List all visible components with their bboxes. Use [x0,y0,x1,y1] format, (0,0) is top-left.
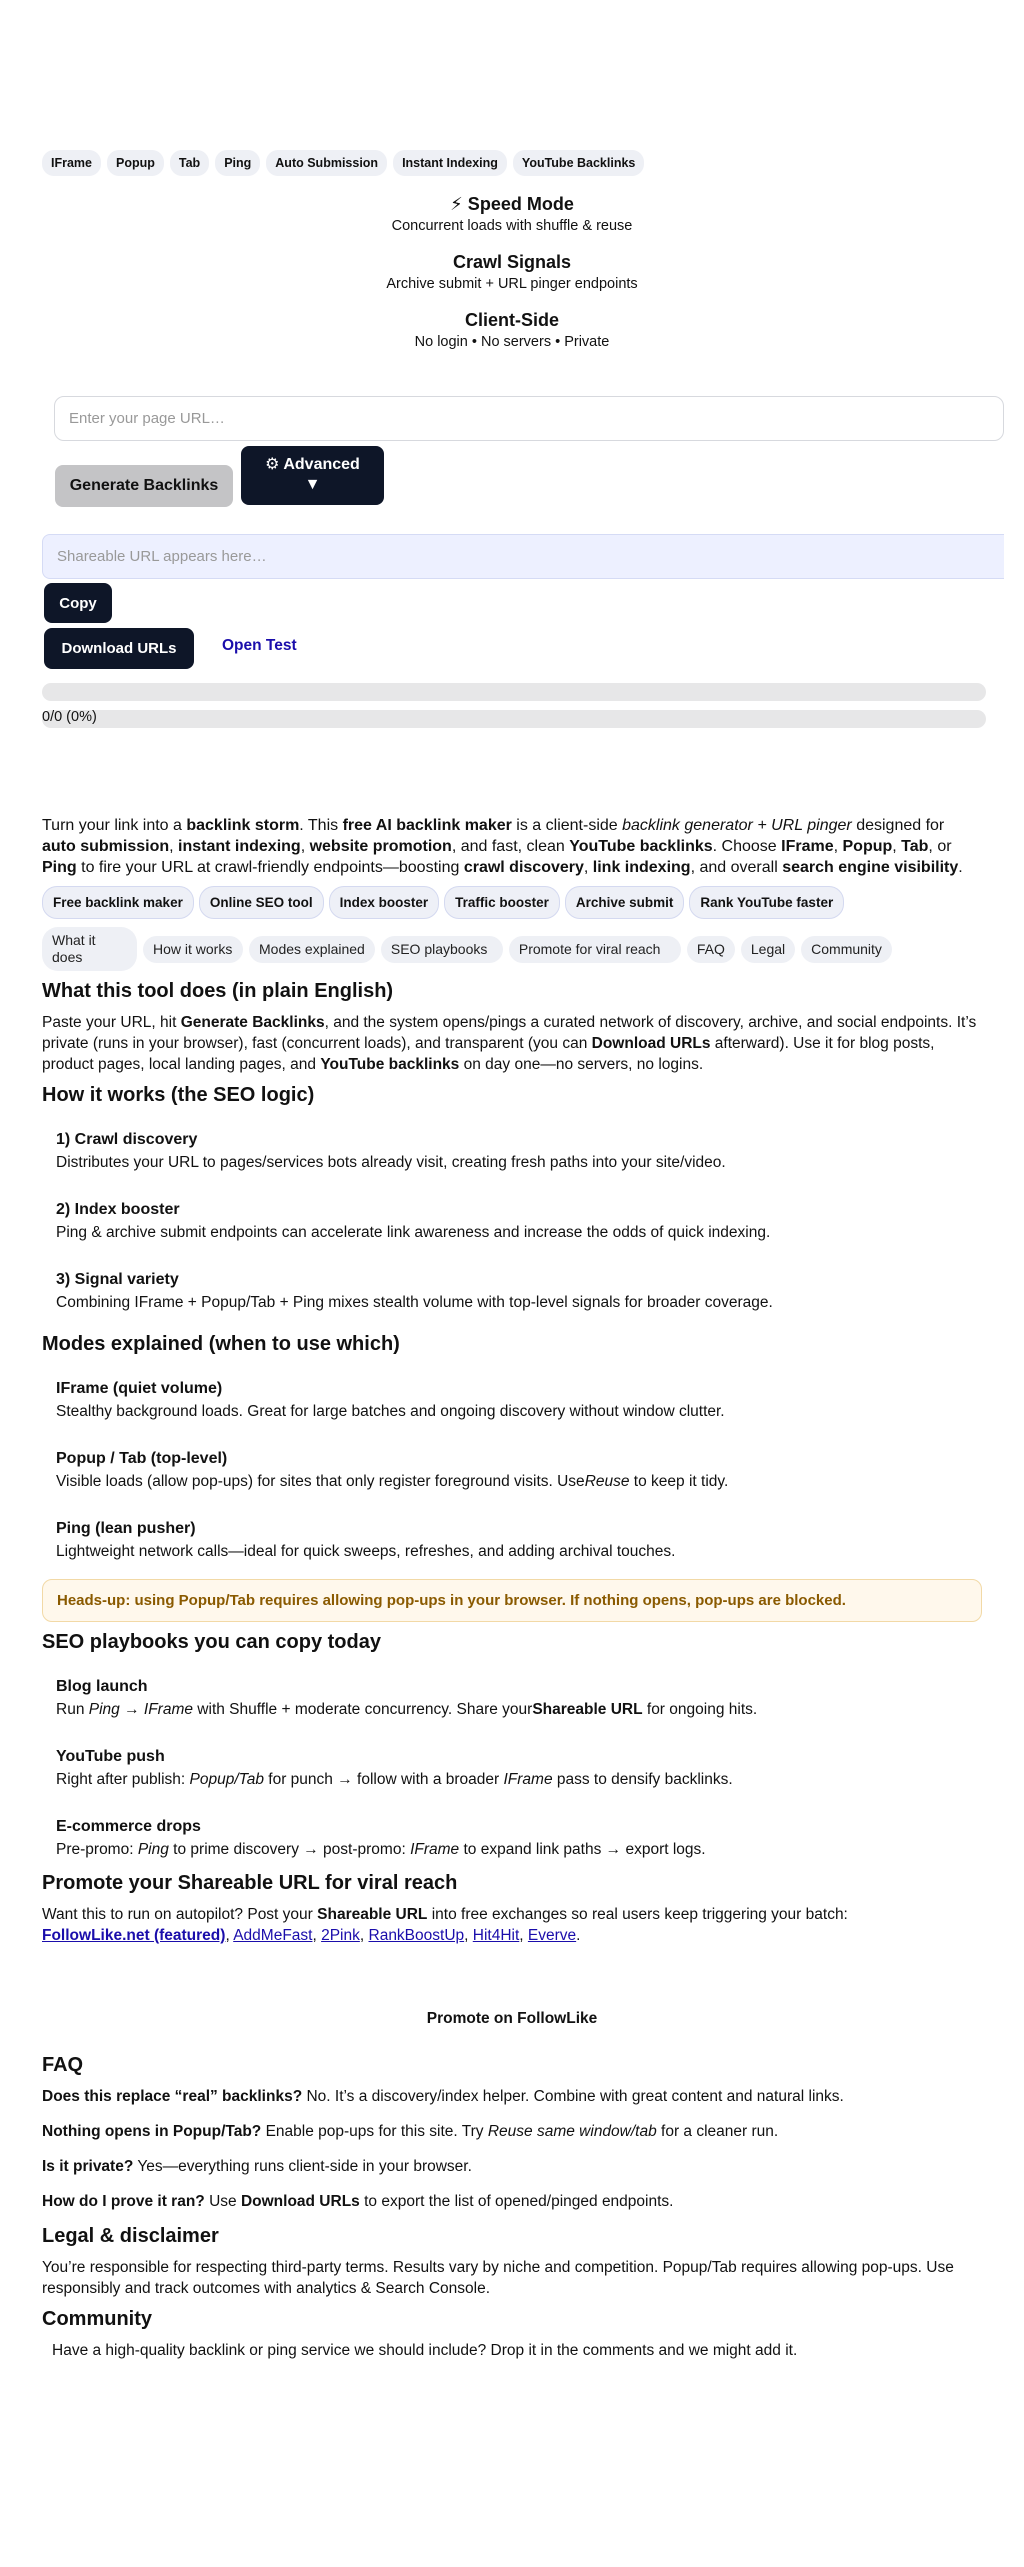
progress-bar [42,683,986,701]
step-title: 3) Signal variety [56,1271,179,1288]
faq-item: Nothing opens in Popup/Tab? Enable pop-ups for this site. Try Reuse same window/tab for a cleaner run. [42,2123,779,2140]
faq-section [42,2055,982,2212]
tab-seo-playbooks[interactable]: SEO playbooks [381,936,503,963]
keyword-chips [42,886,982,919]
feature-title: Crawl Signals [452,252,572,272]
link-hit4hit[interactable]: Hit4Hit [472,1927,520,1944]
step-title: 1) Crawl discovery [56,1131,198,1148]
playbook-desc: Pre-promo: Ping to prime discovery → post-promo: IFrame to expand link paths → export logs. [56,1841,706,1858]
link-addmefast[interactable]: AddMeFast [233,1927,313,1944]
mode-popup [56,1435,982,1505]
keyword-chip: Rank YouTube faster [689,886,844,919]
tab-legal[interactable]: Legal [741,936,795,963]
feature-desc: No login • No servers • Private [414,334,610,350]
advanced-label: ⚙ Advanced [265,456,360,473]
chevron-down-icon: ▼ [304,476,321,493]
tab-modes-explained[interactable]: Modes explained [249,936,375,963]
feature-title: Client-Side [464,310,559,330]
section-nav [42,927,982,971]
how-heading: How it works (the SEO logic) [42,1084,315,1106]
mode-iframe [56,1365,982,1435]
keyword-chip: Archive submit [565,886,685,919]
feature-desc: Concurrent loads with shuffle & reuse [391,218,633,234]
download-urls-button[interactable]: Download URLs [44,628,194,669]
legal-heading: Legal & disclaimer [42,2225,219,2247]
copy-button[interactable]: Copy [44,583,112,623]
progress-text: 0/0 (0%) [42,709,97,725]
faq-item: Does this replace “real” backlinks? No. It’s a discovery/index helper. Combine with great content and natural links. [42,2088,844,2105]
link-rankboostup[interactable]: RankBoostUp [368,1927,465,1944]
tab-community[interactable]: Community [801,936,892,963]
legal-paragraph: You’re responsible for respecting third-party terms. Results vary by niche and competition. Popup/Tab requires allowing pop-ups. Use responsibly and track outcomes with analytics & Search Console. [42,2259,954,2297]
step-desc: Combining IFrame + Popup/Tab + Ping mixes stealth volume with top-level signals for broader coverage. [56,1294,773,1311]
mode-chip[interactable]: Popup [107,150,164,176]
tab-what-it-does[interactable]: What it does [42,927,137,971]
playbook-title: E-commerce drops [56,1818,201,1835]
keyword-chip: Traffic booster [444,886,560,919]
mode-chip[interactable]: Instant Indexing [393,150,507,176]
playbook-youtube [56,1733,982,1803]
mode-chip[interactable]: Auto Submission [266,150,387,176]
keyword-chip: Online SEO tool [199,886,324,919]
promote-followlike-button[interactable]: Promote on FollowLike [426,2010,598,2027]
step-desc: Distributes your URL to pages/services bots already visit, creating fresh paths into your site/video. [56,1154,726,1171]
mode-title: Ping (lean pusher) [56,1520,196,1537]
feature-title: ⚡ Speed Mode [450,194,574,214]
feature-list [42,192,982,366]
faq-item: Is it private? Yes—everything runs client-side in your browser. [42,2158,472,2175]
faq-heading: FAQ [42,2054,84,2076]
playbooks-heading: SEO playbooks you can copy today [42,1631,381,1653]
playbook-blog [56,1663,982,1733]
mode-ping [56,1505,982,1575]
mode-desc: Stealthy background loads. Great for large batches and ongoing discovery without window clutter. [56,1403,725,1420]
how-step [56,1116,982,1186]
mode-chip[interactable]: Ping [215,150,260,176]
step-title: 2) Index booster [56,1201,180,1218]
modes-heading: Modes explained (when to use which) [42,1333,400,1355]
playbook-desc: Run Ping → IFrame with Shuffle + moderate concurrency. Share yourShareable URL for ongoing hits. [56,1701,758,1718]
tab-how-it-works[interactable]: How it works [143,936,243,963]
tab-promote[interactable]: Promote for viral reach [509,936,681,963]
community-paragraph: Have a high-quality backlink or ping service we should include? Drop it in the comments and we might add it. [52,2342,798,2359]
mode-title: IFrame (quiet volume) [56,1380,223,1397]
feature-client [42,308,982,352]
playbook-desc: Right after publish: Popup/Tab for punch → follow with a broader IFrame pass to densify backlinks. [56,1771,733,1788]
popup-warning: Heads-up: using Popup/Tab requires allowing pop-ups in your browser. If nothing opens, pop-ups are blocked. [42,1579,982,1622]
main-content [42,815,982,2371]
url-input[interactable]: Enter your page URL… [54,396,1004,441]
what-heading: What this tool does (in plain English) [42,980,394,1002]
what-paragraph: Paste your URL, hit Generate Backlinks, and the system opens/pings a curated network of discovery, archive, and social endpoints. It’s private (runs in your browser), fast (concurrent loads), and transparent (you can Download URLs afterward). Use it for blog posts, product pages, local landing pages, and YouTube backlinks on day one—no servers, no logins. [42,1014,977,1073]
link-2pink[interactable]: 2Pink [321,1927,360,1944]
open-test-link[interactable]: Open Test [222,637,297,654]
tab-faq[interactable]: FAQ [687,936,735,963]
mode-desc: Visible loads (allow pop-ups) for sites that only register foreground visits. UseReuse to keep it tidy. [56,1473,729,1490]
faq-item: How do I prove it ran? Use Download URLs to export the list of opened/pinged endpoints. [42,2193,674,2210]
keyword-chip: Index booster [329,886,440,919]
playbook-title: YouTube push [56,1748,165,1765]
feature-speed [42,192,982,236]
promote-heading: Promote your Shareable URL for viral reach [42,1872,458,1894]
promote-paragraph: Want this to run on autopilot? Post your Shareable URL into free exchanges so real users keep triggering your batch: FollowLike.net (featured), AddMeFast, 2Pink, RankBoostUp, Hit4Hit, Everve. [42,1906,848,1944]
progress-bar-secondary [42,710,986,728]
link-followlike[interactable]: FollowLike.net (featured) [42,1927,226,1944]
how-step [56,1256,982,1326]
mode-chip[interactable]: Tab [170,150,209,176]
mode-desc: Lightweight network calls—ideal for quick sweeps, refreshes, and adding archival touches. [56,1543,676,1560]
link-everve[interactable]: Everve [527,1927,577,1944]
feature-desc: Archive submit + URL pinger endpoints [386,276,638,292]
mode-chip[interactable]: YouTube Backlinks [513,150,644,176]
intro-paragraph: Turn your link into a backlink storm. This free AI backlink maker is a client-side backlink generator + URL pinger designed for auto submission, instant indexing, website promotion, and fast, clean YouTube backlinks. Choose IFrame, Popup, Tab, or Ping to fire your URL at crawl-friendly endpoints—boosting crawl discovery, link indexing, and overall search engine visibility. [42,817,963,876]
mode-title: Popup / Tab (top-level) [56,1450,228,1467]
how-step [56,1186,982,1256]
mode-chips [42,150,982,176]
generate-backlinks-button[interactable]: Generate Backlinks [55,465,233,507]
step-desc: Ping & archive submit endpoints can accelerate link awareness and increase the odds of quick indexing. [56,1224,771,1241]
feature-crawl [42,250,982,294]
advanced-button[interactable] [241,446,384,505]
playbook-ecommerce [56,1803,982,1865]
shareable-url-field[interactable]: Shareable URL appears here… [42,534,1004,579]
community-heading: Community [42,2308,152,2330]
keyword-chip: Free backlink maker [42,886,194,919]
playbook-title: Blog launch [56,1678,148,1695]
mode-chip[interactable]: IFrame [42,150,101,176]
